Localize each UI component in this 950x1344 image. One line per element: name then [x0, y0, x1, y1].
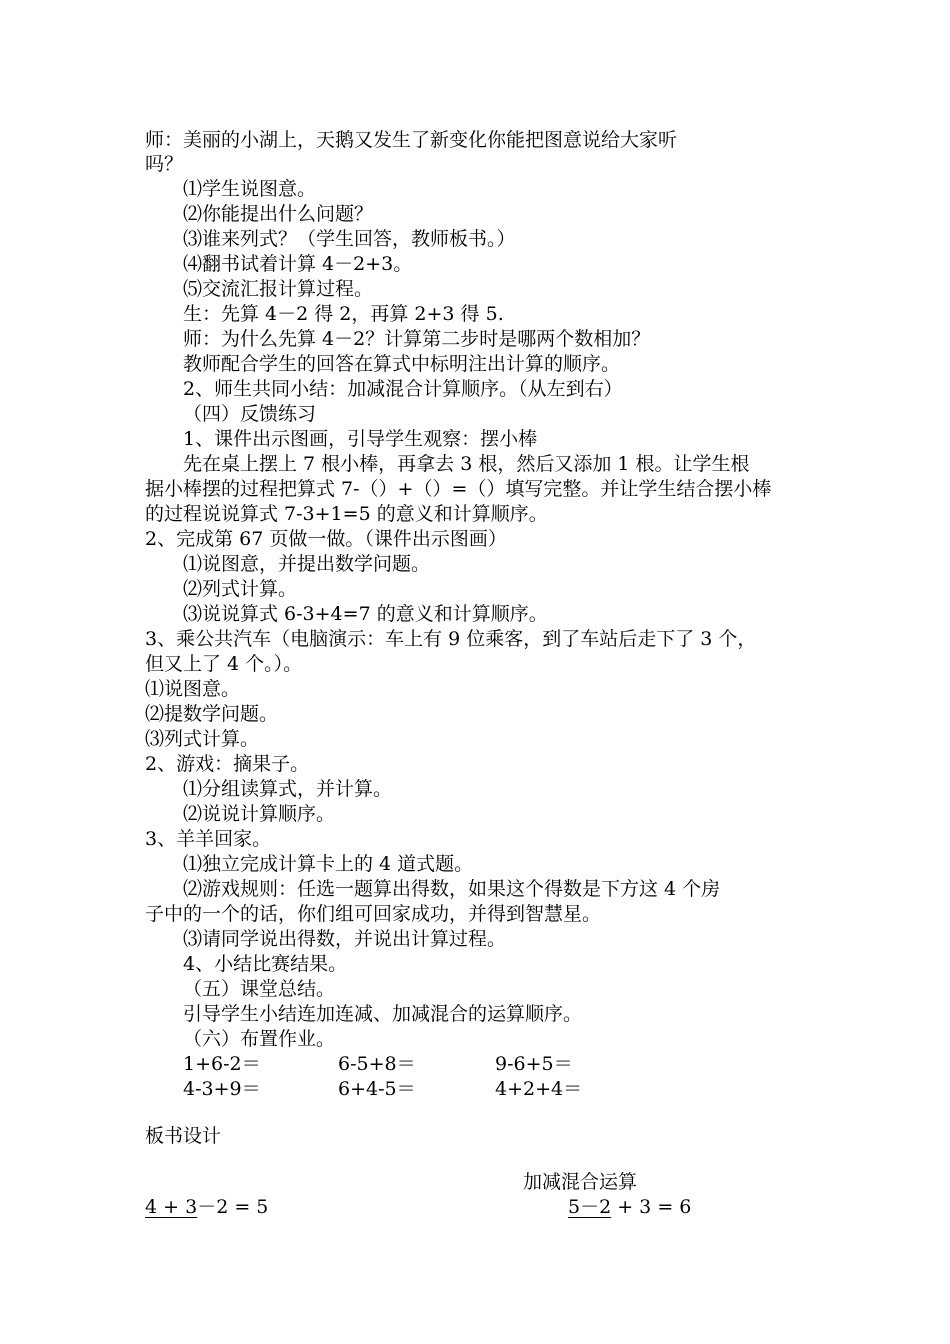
- text-line: 1、课件出示图画，引导学生观察：摆小棒: [183, 428, 538, 450]
- text-line: 的过程说说算式 7-3+1=5 的意义和计算顺序。: [145, 503, 548, 525]
- text-line: ⑴分组读算式，并计算。: [183, 778, 393, 800]
- board-right-expression: [568, 1195, 691, 1219]
- text-line: 据小棒摆的过程把算式 7-（）+（）=（）填写完整。并让学生结合摆小棒: [145, 478, 772, 500]
- text-line: 师：美丽的小湖上，天鹅又发生了新变化你能把图意说给大家听: [145, 129, 678, 151]
- text-line: 3、羊羊回家。: [145, 828, 272, 850]
- homework-item: 6-5+8＝: [338, 1053, 416, 1075]
- underlined-step: 4 + 3: [145, 1196, 198, 1218]
- text-line: 教师配合学生的回答在算式中标明注出计算的顺序。: [183, 353, 621, 375]
- text-line: 引导学生小结连加连减、加减混合的运算顺序。: [183, 1003, 583, 1025]
- homework-item: 6+4-5＝: [338, 1078, 416, 1100]
- text-line: ⑶请同学说出得数，并说出计算过程。: [183, 928, 507, 950]
- section-heading: （五）课堂总结。: [183, 978, 336, 1000]
- text-line: ⑴独立完成计算卡上的 4 道式题。: [183, 853, 474, 875]
- text-line: ⑵游戏规则：任选一题算出得数，如果这个得数是下方这 4 个房: [183, 878, 721, 900]
- text-line: ⑵列式计算。: [183, 578, 298, 600]
- text-line: 师：为什么先算 4－2？计算第二步时是哪两个数相加？: [183, 328, 651, 350]
- text-line: 但又上了 4 个。）。: [145, 653, 303, 675]
- text-line: 2、师生共同小结：加减混合计算顺序。（从左到右）: [183, 378, 623, 400]
- section-heading: （六）布置作业。: [183, 1028, 336, 1050]
- text-line: 吗？: [145, 153, 184, 175]
- text-line: 4、小结比赛结果。: [183, 953, 348, 975]
- homework-item: 1+6-2＝: [183, 1053, 261, 1075]
- board-design-heading: 板书设计: [145, 1125, 222, 1147]
- text-line: ⑴说图意。: [145, 678, 241, 700]
- remaining-step: + 3 = 6: [611, 1196, 692, 1218]
- text-line: 3、乘公共汽车（电脑演示：车上有 9 位乘客，到了车站后走下了 3 个，: [145, 628, 757, 650]
- homework-item: 9-6+5＝: [495, 1053, 573, 1075]
- text-line: 2、游戏：摘果子。: [145, 753, 310, 775]
- board-title: 加减混合运算: [523, 1171, 638, 1193]
- text-line: 生：先算 4－2 得 2，再算 2+3 得 5.: [183, 303, 504, 325]
- text-line: ⑶谁来列式？（学生回答，教师板书。）: [183, 228, 516, 250]
- text-line: ⑸交流汇报计算过程。: [183, 278, 374, 300]
- homework-item: 4-3+9＝: [183, 1078, 261, 1100]
- remaining-step: －2 = 5: [197, 1196, 269, 1218]
- board-left-expression: [145, 1195, 268, 1219]
- text-line: ⑶列式计算。: [145, 728, 260, 750]
- homework-item: 4+2+4＝: [495, 1078, 583, 1100]
- text-line: ⑵提数学问题。: [145, 703, 279, 725]
- text-line: ⑵说说计算顺序。: [183, 803, 336, 825]
- underlined-step: 5－2: [568, 1196, 612, 1218]
- text-line: 子中的一个的话，你们组可回家成功，并得到智慧星。: [145, 903, 602, 925]
- text-line: ⑵你能提出什么问题？: [183, 203, 374, 225]
- text-line: ⑷翻书试着计算 4－2+3。: [183, 253, 413, 275]
- text-line: ⑴说图意，并提出数学问题。: [183, 553, 431, 575]
- text-line: 2、完成第 67 页做一做。（课件出示图画）: [145, 528, 507, 550]
- text-line: 先在桌上摆上 7 根小棒，再拿去 3 根，然后又添加 1 根。让学生根: [183, 453, 750, 475]
- text-line: ⑶说说算式 6-3+4=7 的意义和计算顺序。: [183, 603, 548, 625]
- text-line: ⑴学生说图意。: [183, 178, 317, 200]
- section-heading: （四）反馈练习: [183, 403, 317, 425]
